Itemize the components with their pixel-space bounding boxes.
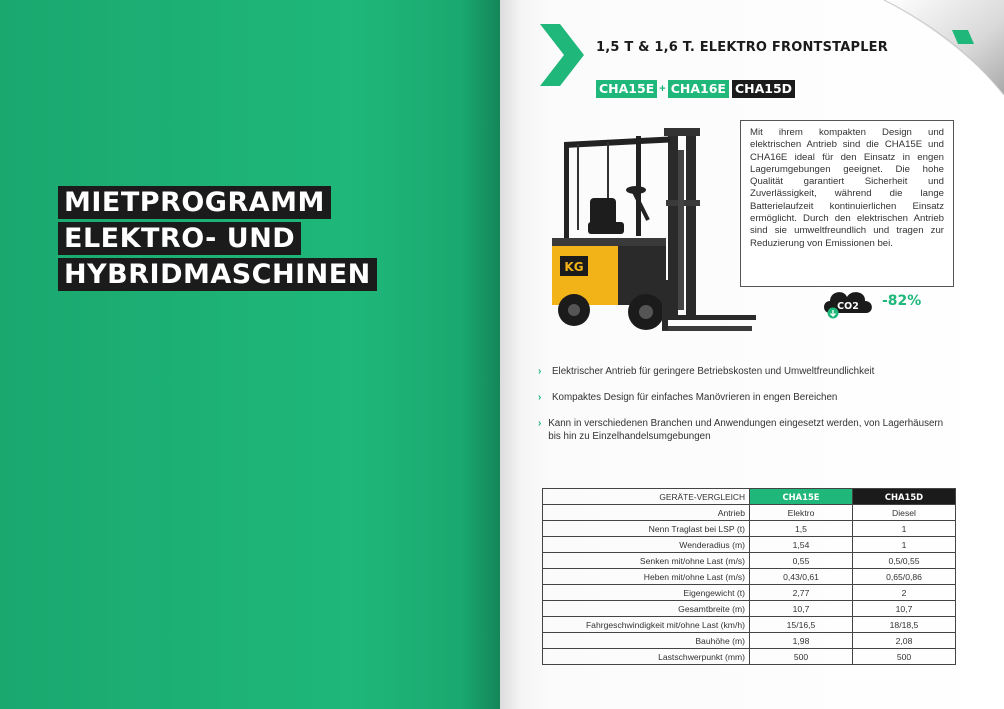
headline-line-3: HYBRIDMASCHINEN: [58, 258, 377, 291]
cell-cha15d: 2,08: [853, 633, 956, 649]
feature-text: Kann in verschiedenen Branchen und Anwendungen eingesetzt werden, von Lagerhäusern bis hin zu Einzelhandelsumgebungen: [548, 418, 944, 442]
model-tag-cha15d: CHA15D: [732, 80, 795, 98]
row-label: Nenn Traglast bei LSP (t): [543, 521, 750, 537]
table-row: [543, 585, 956, 601]
table-header-label: GERÄTE-VERGLEICH: [543, 489, 750, 505]
forklift-brand-label: KG: [564, 260, 584, 274]
cell-cha15e: 1,5: [750, 521, 853, 537]
cell-cha15d: 0,5/0,55: [853, 553, 956, 569]
cell-cha15e: 10,7: [750, 601, 853, 617]
forklift-image: [538, 120, 760, 340]
row-label: Fahrgeschwindigkeit mit/ohne Last (km/h): [543, 617, 750, 633]
table-row: [543, 537, 956, 553]
model-tag-cha15e: CHA15E: [596, 80, 657, 98]
headline-line-1: MIETPROGRAMM: [58, 186, 331, 219]
cell-cha15e: 1,98: [750, 633, 853, 649]
comparison-table: [542, 488, 956, 665]
cell-cha15e: 0,55: [750, 553, 853, 569]
feature-text: Kompaktes Design für einfaches Manövrieren in engen Bereichen: [552, 392, 838, 403]
cell-cha15e: 0,43/0,61: [750, 569, 853, 585]
co2-badge: [820, 283, 921, 319]
table-row: [543, 569, 956, 585]
row-label: Lastschwerpunkt (mm): [543, 649, 750, 665]
cell-cha15e: 2,77: [750, 585, 853, 601]
headline-line-2: ELEKTRO- UND: [58, 222, 301, 255]
description-text: Mit ihrem kompakten Design und elektrischen Antrieb sind die CHA15E und CHA16E ideal für den Einsatz in engen Lagerumgebungen geeignet. Die hohe Qualität garantiert Sicherheit und Zuverlässigkeit, während die lange Batterielaufzeit kontinuierlichen Einsatz ermöglicht. Durch den elektrischen Antrieb sind sie umweltfreundlich und tragen zur Reduzierung von Emissionen bei.: [750, 127, 944, 249]
cell-cha15d: Diesel: [853, 505, 956, 521]
table-row: [543, 553, 956, 569]
row-label: Bauhöhe (m): [543, 633, 750, 649]
table-row: [543, 505, 956, 521]
co2-label: CO2: [837, 301, 859, 312]
headline: [58, 186, 377, 294]
cell-cha15d: 18/18,5: [853, 617, 956, 633]
cell-cha15e: 500: [750, 649, 853, 665]
cell-cha15d: 0,65/0,86: [853, 569, 956, 585]
table-row: [543, 521, 956, 537]
row-label: Wenderadius (m): [543, 537, 750, 553]
row-label: Heben mit/ohne Last (m/s): [543, 569, 750, 585]
row-label: Antrieb: [543, 505, 750, 521]
cell-cha15e: 1,54: [750, 537, 853, 553]
feature-list: [538, 365, 958, 456]
right-page: [500, 0, 1004, 709]
model-tags: [596, 80, 795, 98]
cell-cha15d: 500: [853, 649, 956, 665]
cell-cha15d: 10,7: [853, 601, 956, 617]
page-title: 1,5 T & 1,6 T. ELEKTRO FRONTSTAPLER: [596, 40, 888, 55]
table-header-cha15d: CHA15D: [853, 489, 956, 505]
model-tag-cha16e: CHA16E: [668, 80, 729, 98]
description-box: [740, 120, 954, 287]
list-item: [538, 417, 958, 443]
cell-cha15e: Elektro: [750, 505, 853, 521]
chevron-icon: [540, 24, 584, 86]
chevron-right-icon: ›: [538, 366, 542, 377]
table-row: [543, 633, 956, 649]
chevron-right-icon: ›: [538, 392, 542, 403]
cell-cha15d: 2: [853, 585, 956, 601]
row-label: Senken mit/ohne Last (m/s): [543, 553, 750, 569]
feature-text: Elektrischer Antrieb für geringere Betriebskosten und Umweltfreundlichkeit: [552, 366, 875, 377]
co2-cloud-icon: [820, 283, 876, 319]
cell-cha15d: 1: [853, 537, 956, 553]
co2-reduction-value: -82%: [882, 293, 922, 309]
row-label: Eigengewicht (t): [543, 585, 750, 601]
table-header-row: [543, 489, 956, 505]
page-spine-shadow: [460, 0, 500, 709]
table-row: [543, 617, 956, 633]
list-item: [538, 365, 958, 378]
table-row: [543, 649, 956, 665]
chevron-right-icon: ›: [538, 418, 542, 429]
left-page: [0, 0, 500, 709]
page-curl-graphic: [844, 0, 1004, 95]
table-header-cha15e: CHA15E: [750, 489, 853, 505]
model-separator: +: [659, 83, 666, 95]
cell-cha15d: 1: [853, 521, 956, 537]
table-row: [543, 601, 956, 617]
list-item: [538, 391, 958, 404]
cell-cha15e: 15/16,5: [750, 617, 853, 633]
row-label: Gesamtbreite (m): [543, 601, 750, 617]
